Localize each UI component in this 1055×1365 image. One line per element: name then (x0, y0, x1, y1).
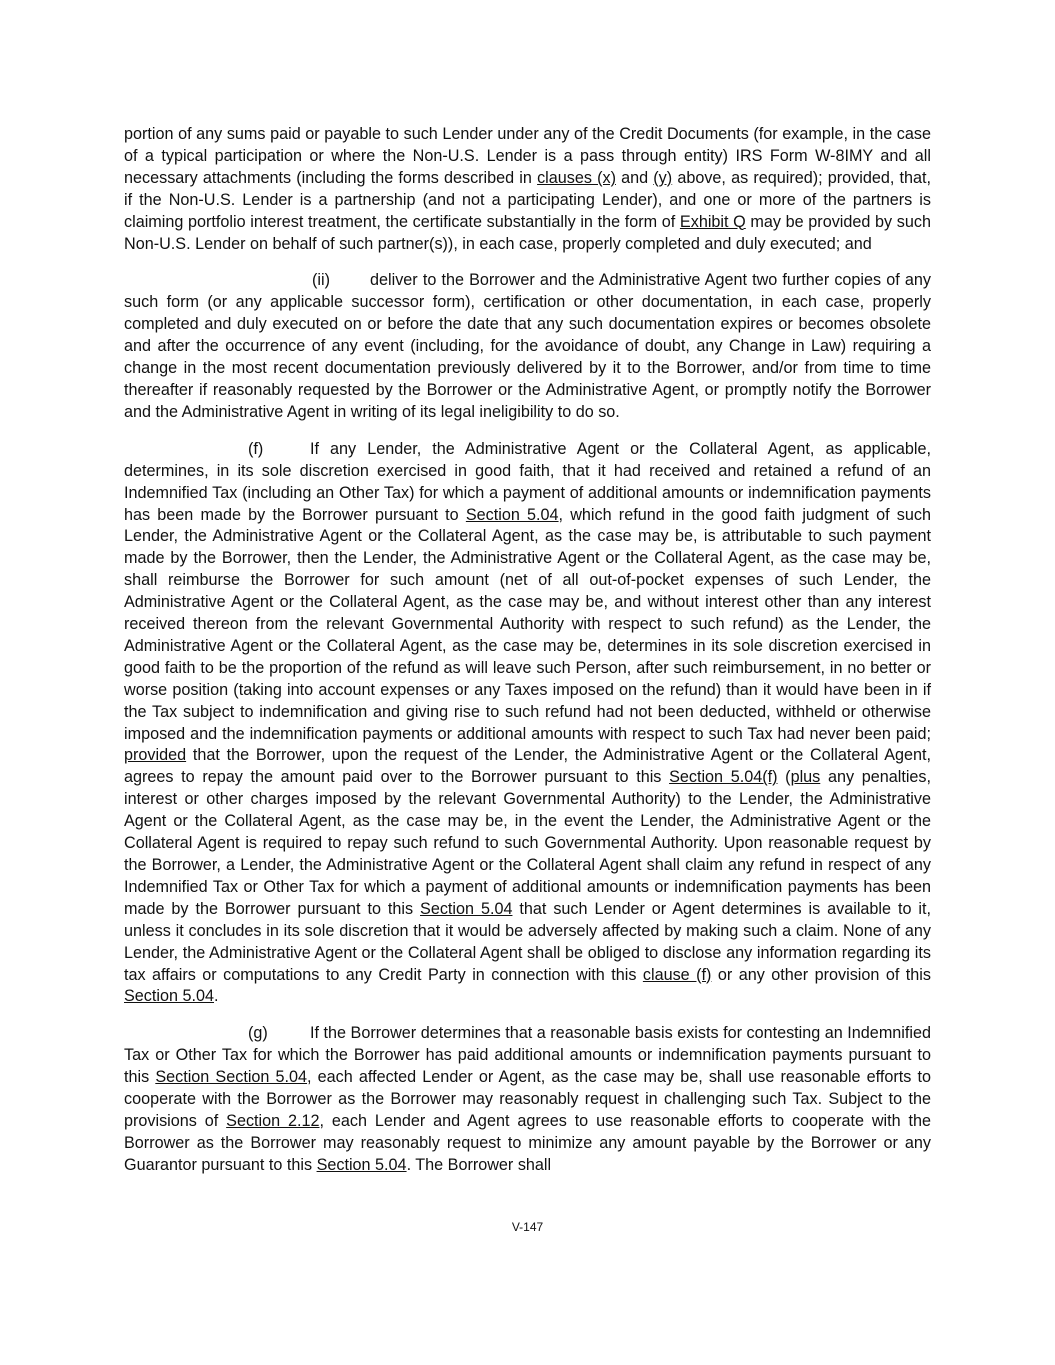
cross-reference-section-5-04-f: Section 5.04(f) (669, 768, 778, 787)
defined-term-plus: plus (790, 768, 821, 787)
text: , which refund in the good faith judgment of such Lender, the Administrative Agent or the Collateral Agent, as the case may be, is attributable to such payment made by the Borrower, then the Lender, the Administrative Agent or the Collateral Agent, as the case may be, shall reimburse the Borrower for such amount (net of all out-of-pocket expenses of such Lender, the Administrative Agent or the Collateral Agent, as the case may be, and without interest other than any interest received thereon from the relevant Governmental Authority with respect to such refund) as the Lender, the Administrative Agent or the Collateral Agent, as the case may be, determines in its sole discretion exercised in good faith to be the proportion of the refund as will leave such Person, after such reimbursement, in no better or worse position (taking into account expenses or any Taxes imposed on the refund) than it would have been in if the Tax subject to indemnification and giving rise to such refund had not been deducted, withheld or otherwise imposed and the indemnification payments or additional amounts with respect to such Tax had never been paid; (124, 505, 931, 743)
cross-reference-section-5-04: Section 5.04 (420, 899, 513, 918)
cross-reference-section-5-04: Section 5.04 (124, 987, 214, 1006)
text: If the Borrower determines that a reasonable basis exists for contesting an Indemnified Tax or Other Tax for which the Borrower has paid additional amounts or indemnification payments pursuant to this (124, 1024, 931, 1087)
cross-reference-section-2-12: Section 2.12 (226, 1111, 320, 1130)
cross-reference-section-5-04: Section 5.04 (316, 1155, 407, 1174)
text: If any Lender, the Administrative Agent or the Collateral Agent, as applicable, determines, in its sole discretion exercised in good faith, that it had received and retained a refund of an Indemnified Tax (including an Other Tax) for which a payment of additional amounts or indemnification payments has been made by the Borrower pursuant to (124, 439, 931, 524)
text: . The Borrower shall (406, 1155, 552, 1174)
paragraph-intro (124, 124, 931, 255)
cross-reference-section-5-04: Section Section 5.04 (155, 1068, 308, 1087)
text: that such Lender or Agent determines is available to it, unless it concludes in its sole discretion that it would be adversely affected by making such a claim. None of any Lender, the Administrative Agent or the Collateral Agent shall be obliged to disclose any information regarding its tax affairs or computations to any Credit Party in connection with this (124, 899, 931, 984)
text: and (615, 168, 654, 187)
text: above, as required); provided, that, if the Non-U.S. Lender is a partnership (and not a participating Lender), and one or more of the partners is claiming portfolio interest treatment, the certificate substantially in the form of (124, 168, 931, 231)
paragraph-g (124, 1023, 931, 1176)
text: portion of any sums paid or payable to such Lender under any of the Credit Documents (for example, in the case of a typical participation or where the Non-U.S. Lender is a pass through entity) IRS Form W-8IMY and all necessary attachments (including the forms described in (124, 125, 931, 187)
cross-reference-clauses-x: clauses (x) (537, 168, 616, 187)
cross-reference-clause-y: (y) (653, 168, 673, 187)
clause-number: (g) (248, 1024, 268, 1043)
text: , each affected Lender or Agent, as the case may be, shall use reasonable efforts to cooperate with the Borrower as the Borrower may reasonably request in challenging such Tax. Subject to the provisions of (124, 1068, 931, 1130)
text: may be provided by such Non-U.S. Lender on behalf of such partner(s)), in each case, properly completed and duly executed; and (124, 212, 931, 253)
text: deliver to the Borrower and the Administrative Agent two further copies of any such form (or any applicable successor form), certification or other documentation, in each case, properly completed and duly executed on or before the date that any such documentation expires or becomes obsolete and after the occurrence of any event (including, for the avoidance of doubt, any Change in Law) requiring a change in the most recent documentation previously delivered by it to the Borrower, and/or from time to time thereafter if reasonably requested by the Borrower or the Administrative Agent, or promptly notify the Borrower and the Administrative Agent in writing of its legal ineligibility to do so. (124, 271, 931, 421)
document-page (124, 124, 931, 1192)
cross-reference-clause-f: clause (f) (642, 965, 712, 984)
text: , each Lender and Agent agrees to use reasonable efforts to cooperate with the Borrower as the Borrower may reasonably request to minimize any amount payable by the Borrower or any Guarantor pursuant to this (124, 1111, 931, 1174)
text: or any other provision of this (711, 965, 931, 984)
cross-reference-exhibit-q: Exhibit Q (679, 212, 746, 231)
text: . (214, 987, 219, 1006)
text: that the Borrower, upon the request of the Lender, the Administrative Agent or the Collateral Agent, agrees to repay the amount paid over to the Borrower pursuant to this (124, 746, 931, 787)
clause-number: (f) (248, 439, 264, 458)
clause-number: (ii) (312, 271, 330, 290)
paragraph-ii (124, 270, 931, 423)
page-number: V-147 (511, 1220, 544, 1234)
cross-reference-section-5-04: Section 5.04 (465, 505, 559, 524)
defined-term-provided: provided (124, 746, 187, 765)
paragraph-f (124, 439, 931, 1009)
text: any penalties, interest or other charges imposed by the relevant Governmental Authority) to the Lender, the Administrative Agent or the Collateral Agent, as the case may be, in the event the Lender, the Administrative Agent or the Collateral Agent is required to repay such refund to such Governmental Authority. Upon reasonable request by the Borrower, a Lender, the Administrative Agent or the Collateral Agent shall claim any refund in respect of any Indemnified Tax or Other Tax for which a payment of additional amounts or indemnification payments has been made by the Borrower pursuant to this (124, 768, 932, 918)
text: ( (777, 768, 791, 787)
